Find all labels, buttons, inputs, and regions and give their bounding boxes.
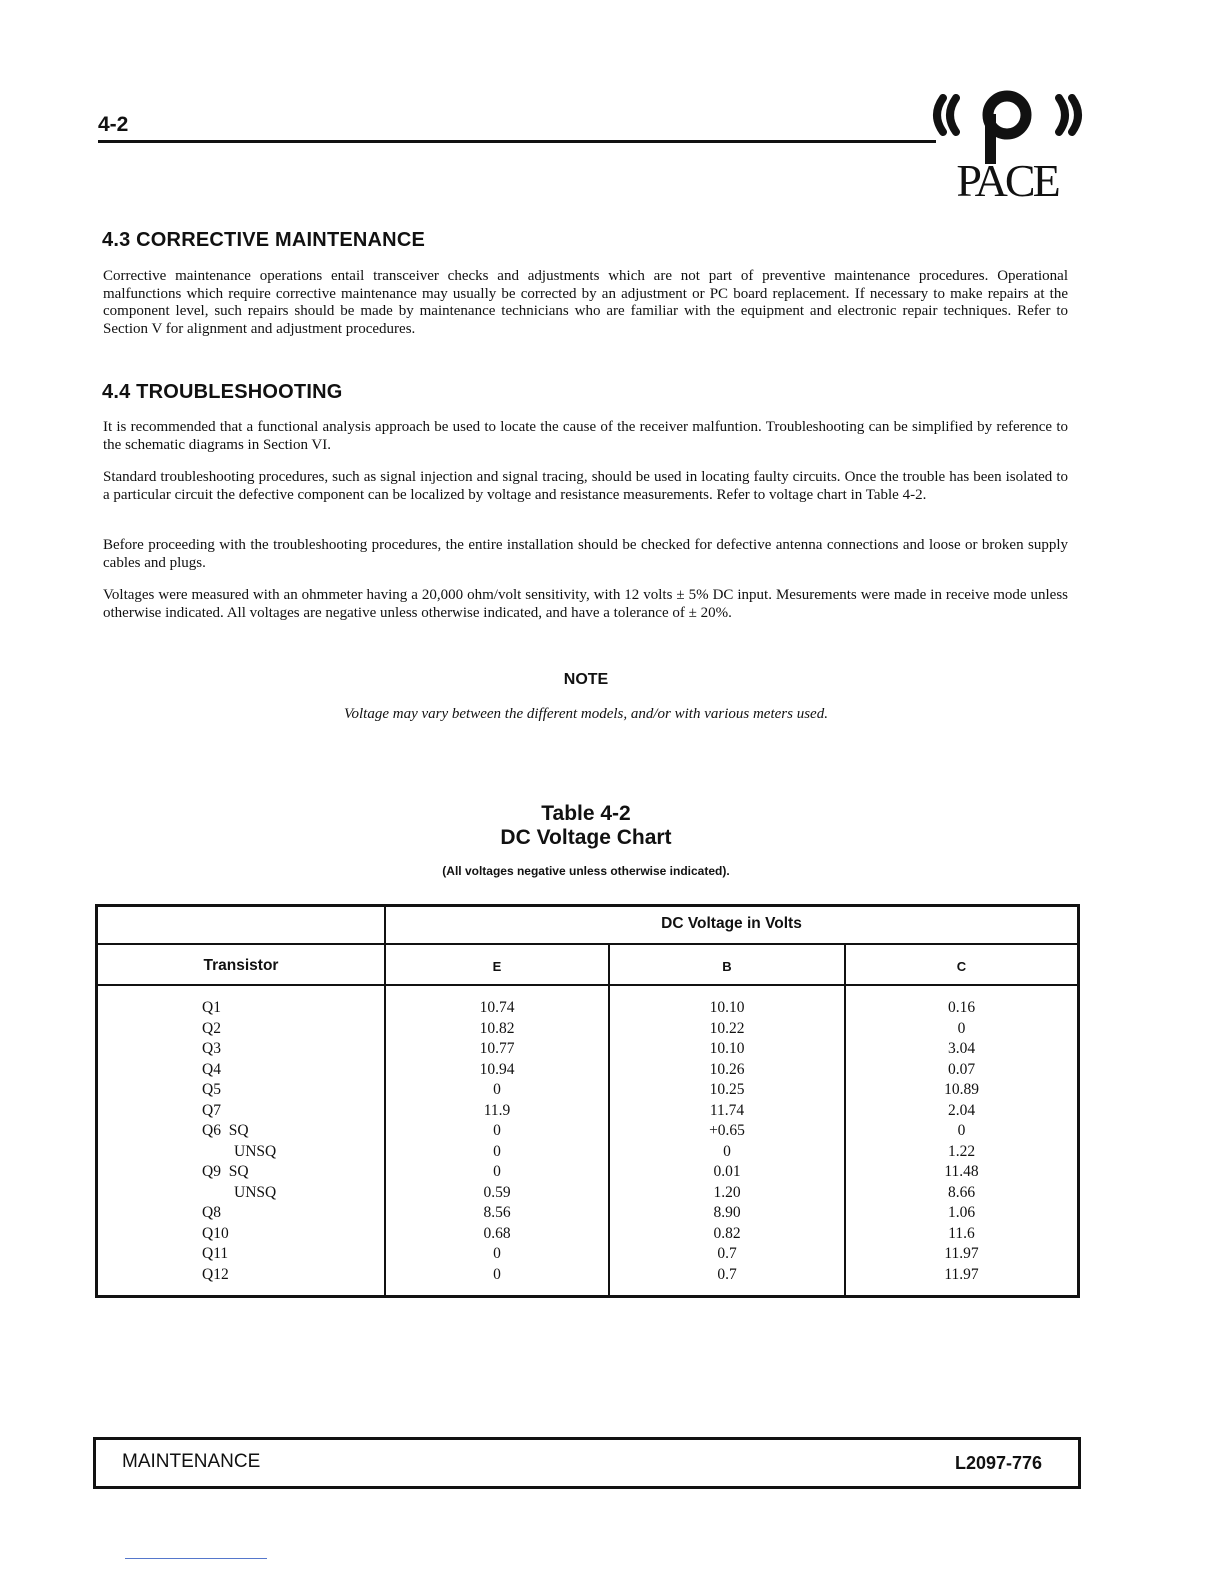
cell-b: 8.90 [713,1204,741,1221]
cell-e: 0 [493,1122,501,1139]
cell-e: 0.68 [483,1224,511,1242]
cell-transistor: Q8 [202,1204,221,1221]
cell-b: 11.74 [709,1101,745,1119]
troubleshooting-paragraph-1: It is recommended that a functional analysis approach be used to locate the cause of the receiver malfuntion. Troubleshooting can be simplified by reference to the schematic diagrams in Section VI. [103,419,1068,453]
cell-transistor: Q1 [202,999,221,1016]
cell-c: 10.89 [944,1081,979,1098]
cell-e: 0 [493,1081,501,1098]
cell-c: 11.97 [944,1265,979,1283]
section-heading-troubleshooting: 4.4 TROUBLESHOOTING [102,381,343,403]
cell-transistor: Q3 [202,1040,221,1057]
table-title [0,802,1172,850]
cell-b: 10.26 [709,1060,745,1078]
cell-b: 10.22 [709,1019,745,1037]
column-header-b: B [722,959,732,974]
cell-c: 11.48 [944,1163,979,1180]
cell-transistor: Q2 [202,1019,221,1037]
cell-transistor: Q7 [202,1101,221,1119]
cell-transistor: Q4 [202,1060,221,1078]
cell-c: 0.16 [947,999,976,1016]
cell-transistor: Q12 [202,1265,229,1283]
column-header-transistor: Transistor [203,957,279,974]
cell-b: 0.82 [713,1224,741,1242]
cell-transistor: Q5 [202,1081,221,1098]
column-header-c: C [956,959,967,974]
cell-c: 11.97 [944,1245,979,1262]
table-title-line-1: Table 4-2 [541,802,631,825]
cell-transistor: Q11 [202,1245,229,1262]
footer-section-label: MAINTENANCE [122,1451,261,1472]
troubleshooting-paragraph-4: Voltages were measured with an ohmmeter having a 20,000 ohm/volt sensitivity, with 12 volts ± 5% DC input. Mesurements were made in receive mode unless otherwise indicated. All voltages are negative unless otherwise indicated, and have a tolerance of ± 20%. [103,587,1068,621]
table-rule-header [98,984,1077,986]
cell-b: 0.7 [717,1265,737,1283]
cell-b: 1.20 [713,1183,741,1201]
table-subtitle: (All voltages negative unless otherwise indicated). [442,864,730,878]
cell-e: 0 [493,1163,501,1180]
cell-transistor: Q10 [202,1224,229,1242]
cell-c: 0 [957,1122,966,1139]
cell-transistor: Q9 SQ [202,1163,249,1180]
header-rule [98,140,936,143]
table-rule-group [98,943,1077,945]
cell-transistor: UNSQ [234,1142,277,1160]
logo-wordmark: PACE [956,155,1058,203]
cell-b: 10.10 [709,999,745,1016]
cell-e: 0 [493,1265,501,1283]
note-text: Voltage may vary between the different models, and/or with various meters used. [344,706,828,722]
cell-c: 0 [957,1019,966,1037]
corrective-paragraph: Corrective maintenance operations entail transceiver checks and adjustments which are not part of preventive maintenance procedures. Operational malfunctions which require corrective maintenance may usually be corrected by an adjustment or PC board replacement. If necessary to make repairs at the component level, such repairs should be made by maintenance technicians who are familiar with the equipment and electronic repair techniques. Refer to Section V for alignment and adjustment procedures. [103,268,1068,337]
troubleshooting-paragraph-2: Standard troubleshooting procedures, such as signal injection and signal tracing, should be used in locating faulty circuits. Once the trouble has been isolated to a particular circuit the defective component can be localized by voltage and resistance measurements. Refer to voltage chart in Table 4-2. [103,469,1068,503]
cell-b: 0 [723,1142,731,1160]
cell-e: 0.59 [483,1183,511,1201]
cell-c: 1.22 [947,1142,976,1160]
page-number: 4-2 [98,113,129,136]
cell-c: 8.66 [947,1183,976,1201]
cell-b: 0.01 [713,1163,741,1180]
cell-c: 3.04 [947,1040,976,1057]
cell-e: 10.74 [479,999,515,1016]
cell-e: 0 [493,1142,501,1160]
troubleshooting-paragraph-3: Before proceeding with the troubleshooting procedures, the entire installation should be checked for defective antenna connections and loose or broken supply cables and plugs. [103,537,1068,571]
cell-e: 10.94 [479,1060,515,1078]
cell-e: 10.77 [479,1040,515,1057]
section-heading-corrective: 4.3 CORRECTIVE MAINTENANCE [102,229,426,251]
cell-b: +0.65 [709,1122,745,1139]
cell-e: 11.9 [483,1101,511,1119]
column-header-e: E [492,959,502,974]
cell-transistor: Q6 SQ [202,1122,249,1139]
cell-b: 10.10 [709,1040,745,1057]
bottom-underline [125,1558,267,1559]
footer-document-number: L2097-776 [955,1453,1043,1473]
dc-voltage-group-header: DC Voltage in Volts [661,915,802,932]
pace-logo-graphic [925,88,1090,203]
cell-c: 2.04 [947,1101,976,1119]
cell-c: 1.06 [947,1204,976,1221]
note-heading: NOTE [563,671,609,688]
cell-e: 10.82 [479,1019,515,1037]
cell-e: 0 [493,1245,501,1262]
cell-c: 0.07 [947,1060,976,1078]
cell-transistor: UNSQ [234,1183,277,1201]
dc-voltage-table [95,904,1080,1298]
cell-b: 10.25 [709,1081,745,1098]
table-title-line-2: DC Voltage Chart [500,826,672,849]
cell-b: 0.7 [717,1245,737,1262]
cell-c: 11.6 [948,1224,975,1242]
cell-e: 8.56 [483,1204,511,1221]
pace-logo [925,88,1090,203]
